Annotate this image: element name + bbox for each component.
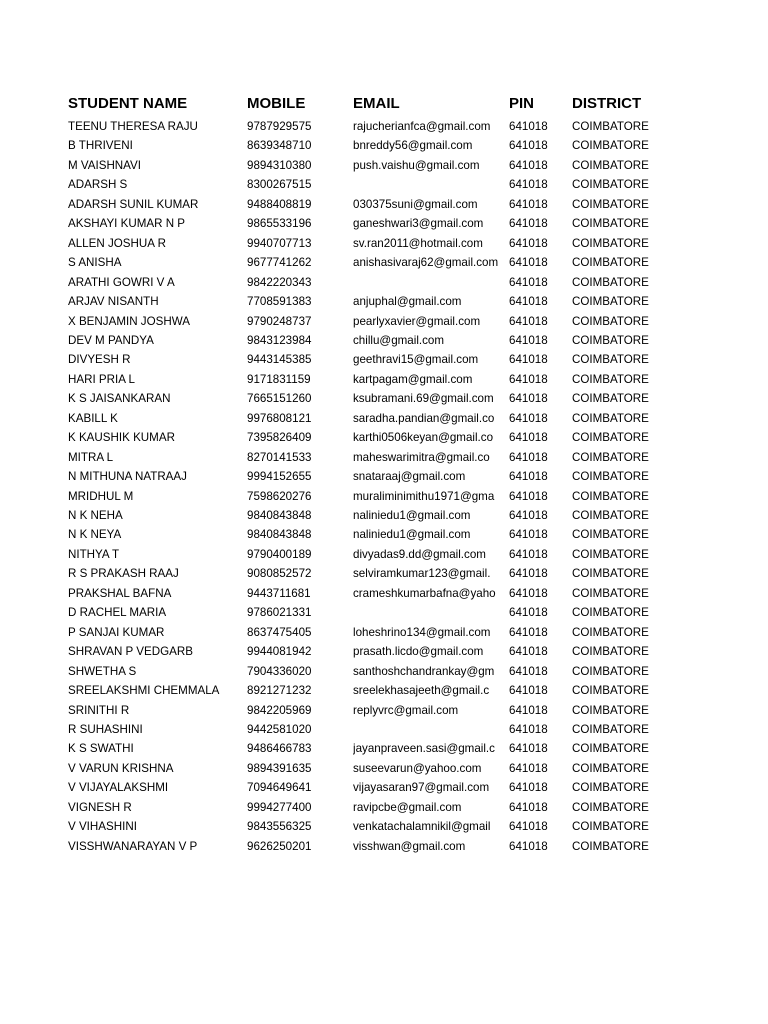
student-name-cell: SHRAVAN P VEDGARB — [68, 645, 193, 659]
email-cell: crameshkumarbafna@yaho — [353, 586, 496, 600]
district-cell: COIMBATORE — [572, 684, 649, 698]
mobile-cell: 9894310380 — [247, 158, 312, 172]
student-name-cell: AKSHAYI KUMAR N P — [68, 217, 186, 231]
district-cell: COIMBATORE — [572, 450, 649, 464]
email-cell: maheswarimitra@gmail.co — [353, 450, 490, 464]
email-cell: replyvrc@gmail.com — [353, 703, 459, 717]
district-cell: COIMBATORE — [572, 820, 649, 834]
student-name-cell: S ANISHA — [68, 256, 122, 270]
student-name-cell: VISSHWANARAYAN V P — [68, 839, 198, 853]
student-name-cell: ALLEN JOSHUA R — [68, 236, 166, 250]
district-cell: COIMBATORE — [572, 528, 649, 542]
table-row — [0, 370, 768, 390]
mobile-cell: 9442581020 — [247, 722, 312, 736]
table-row — [0, 117, 768, 137]
table-row — [0, 156, 768, 176]
pin-cell: 641018 — [509, 431, 548, 445]
mobile-cell: 9790248737 — [247, 314, 312, 328]
email-cell: naliniedu1@gmail.com — [353, 528, 471, 542]
email-cell: anjuphal@gmail.com — [353, 295, 462, 309]
mobile-cell: 7395826409 — [247, 431, 312, 445]
email-cell: loheshrino134@gmail.com — [353, 625, 491, 639]
mobile-cell: 9940707713 — [247, 236, 312, 250]
district-cell: COIMBATORE — [572, 120, 649, 133]
email-cell: suseevarun@yahoo.com — [353, 761, 482, 775]
district-cell: COIMBATORE — [572, 703, 649, 717]
table-row — [0, 312, 768, 332]
mobile-cell: 9677741262 — [247, 256, 312, 270]
pin-cell: 641018 — [509, 761, 548, 775]
district-cell: COIMBATORE — [572, 333, 649, 347]
pin-cell: 641018 — [509, 547, 548, 561]
district-cell: COIMBATORE — [572, 664, 649, 678]
email-cell: snataraaj@gmail.com — [353, 470, 466, 484]
table-row — [0, 214, 768, 234]
pin-cell: 641018 — [509, 314, 548, 328]
mobile-cell: 7708591383 — [247, 295, 312, 309]
header-pin: PIN — [509, 95, 535, 112]
table-row — [0, 642, 768, 662]
student-name-cell: M VAISHNAVI — [68, 158, 142, 172]
mobile-cell: 9486466783 — [247, 742, 312, 756]
table-row — [0, 545, 768, 565]
pin-cell: 641018 — [509, 781, 548, 795]
email-cell: ravipcbe@gmail.com — [353, 800, 462, 814]
pin-cell: 641018 — [509, 703, 548, 717]
pin-cell: 641018 — [509, 625, 548, 639]
mobile-cell: 9786021331 — [247, 606, 312, 620]
district-cell: COIMBATORE — [572, 800, 649, 814]
student-name-cell: ARATHI GOWRI V A — [68, 275, 175, 289]
district-cell: COIMBATORE — [572, 586, 649, 600]
email-cell: vijayasaran97@gmail.com — [353, 781, 490, 795]
mobile-cell: 9994277400 — [247, 800, 312, 814]
district-cell: COIMBATORE — [572, 353, 649, 367]
district-cell: COIMBATORE — [572, 489, 649, 503]
student-name-cell: K S SWATHI — [68, 742, 134, 756]
email-cell: chillu@gmail.com — [353, 333, 445, 347]
pin-cell: 641018 — [509, 392, 548, 406]
table-row — [0, 701, 768, 721]
email-cell: 030375suni@gmail.com — [353, 197, 478, 211]
student-name-cell: HARI PRIA L — [68, 372, 136, 386]
email-cell: saradha.pandian@gmail.co — [353, 411, 495, 425]
table-row — [0, 778, 768, 798]
table-row — [0, 662, 768, 682]
table-row — [0, 409, 768, 429]
mobile-cell: 7665151260 — [247, 392, 312, 406]
pin-cell: 641018 — [509, 295, 548, 309]
mobile-cell: 9944081942 — [247, 645, 312, 659]
email-cell: anishasivaraj62@gmail.com — [353, 256, 499, 270]
district-cell: COIMBATORE — [572, 256, 649, 270]
district-cell: COIMBATORE — [572, 509, 649, 522]
district-cell: COIMBATORE — [572, 722, 649, 736]
mobile-cell: 9842220343 — [247, 275, 312, 289]
student-name-cell: V VARUN KRISHNA — [68, 761, 174, 775]
student-name-cell: P SANJAI KUMAR — [68, 625, 165, 639]
student-name-cell: DEV M PANDYA — [68, 333, 154, 347]
pin-cell: 641018 — [509, 353, 548, 367]
email-cell: naliniedu1@gmail.com — [353, 509, 471, 522]
table-row — [0, 448, 768, 468]
email-cell: pearlyxavier@gmail.com — [353, 314, 481, 328]
student-name-cell: K KAUSHIK KUMAR — [68, 431, 175, 445]
district-cell: COIMBATORE — [572, 431, 649, 445]
pin-cell: 641018 — [509, 139, 548, 153]
table-row — [0, 136, 768, 156]
pin-cell: 641018 — [509, 333, 548, 347]
table-row — [0, 720, 768, 740]
table-row — [0, 739, 768, 759]
pin-cell: 641018 — [509, 742, 548, 756]
email-cell: rajucherianfca@gmail.com — [353, 120, 491, 133]
table-row — [0, 525, 768, 545]
mobile-cell: 9976808121 — [247, 411, 312, 425]
table-row — [0, 681, 768, 701]
table-row — [0, 428, 768, 448]
student-name-cell: N MITHUNA NATRAAJ — [68, 470, 187, 484]
table-row — [0, 817, 768, 837]
email-cell: selviramkumar123@gmail. — [353, 567, 491, 581]
pin-cell: 641018 — [509, 722, 548, 736]
student-name-cell: SRINITHI R — [68, 703, 130, 717]
mobile-cell: 9080852572 — [247, 567, 312, 581]
email-cell: sv.ran2011@hotmail.com — [353, 236, 483, 250]
pin-cell: 641018 — [509, 567, 548, 581]
pin-cell: 641018 — [509, 178, 548, 192]
district-cell: COIMBATORE — [572, 742, 649, 756]
mobile-cell: 9840843848 — [247, 528, 312, 542]
student-name-cell: PRAKSHAL BAFNA — [68, 586, 172, 600]
student-name-cell: N K NEYA — [68, 528, 122, 542]
table-row — [0, 837, 768, 857]
mobile-cell: 8639348710 — [247, 139, 312, 153]
student-name-cell: DIVYESH R — [68, 353, 131, 367]
table-row — [0, 292, 768, 312]
table-row — [0, 759, 768, 779]
pin-cell: 641018 — [509, 275, 548, 289]
pin-cell: 641018 — [509, 528, 548, 542]
table-row — [0, 389, 768, 409]
pin-cell: 641018 — [509, 158, 548, 172]
student-name-cell: TEENU THERESA RAJU — [68, 120, 198, 133]
student-name-cell: ARJAV NISANTH — [68, 295, 159, 309]
mobile-cell: 8300267515 — [247, 178, 312, 192]
pin-cell: 641018 — [509, 606, 548, 620]
district-cell: COIMBATORE — [572, 781, 649, 795]
email-cell: geethravi15@gmail.com — [353, 353, 479, 367]
table-row — [0, 584, 768, 604]
pin-cell: 641018 — [509, 489, 548, 503]
mobile-cell: 9790400189 — [247, 547, 312, 561]
pin-cell: 641018 — [509, 509, 548, 522]
mobile-cell: 9488408819 — [247, 197, 312, 211]
district-cell: COIMBATORE — [572, 217, 649, 231]
district-cell: COIMBATORE — [572, 606, 649, 620]
mobile-cell: 9840843848 — [247, 509, 312, 522]
header-district: DISTRICT — [572, 95, 642, 112]
district-cell: COIMBATORE — [572, 470, 649, 484]
pin-cell: 641018 — [509, 839, 548, 853]
email-cell: sreelekhasajeeth@gmail.c — [353, 684, 490, 698]
mobile-cell: 7094649641 — [247, 781, 312, 795]
table-row — [0, 623, 768, 643]
district-cell: COIMBATORE — [572, 411, 649, 425]
pin-cell: 641018 — [509, 120, 548, 133]
student-name-cell: MRIDHUL M — [68, 489, 134, 503]
student-name-cell: NITHYA T — [68, 547, 120, 561]
mobile-cell: 7904336020 — [247, 664, 312, 678]
mobile-cell: 9842205969 — [247, 703, 312, 717]
mobile-cell: 9443711681 — [247, 586, 311, 600]
email-cell: visshwan@gmail.com — [353, 839, 466, 853]
table-row — [0, 564, 768, 584]
email-cell: push.vaishu@gmail.com — [353, 158, 480, 172]
email-cell: prasath.licdo@gmail.com — [353, 645, 484, 659]
mobile-cell: 9994152655 — [247, 470, 312, 484]
district-cell: COIMBATORE — [572, 197, 649, 211]
table-row — [0, 195, 768, 215]
mobile-cell: 9626250201 — [247, 839, 312, 853]
district-cell: COIMBATORE — [572, 761, 649, 775]
district-cell: COIMBATORE — [572, 314, 649, 328]
mobile-cell: 9787929575 — [247, 120, 312, 133]
student-name-cell: MITRA L — [68, 450, 114, 464]
pin-cell: 641018 — [509, 684, 548, 698]
district-cell: COIMBATORE — [572, 625, 649, 639]
pin-cell: 641018 — [509, 450, 548, 464]
student-name-cell: N K NEHA — [68, 509, 123, 522]
pin-cell: 641018 — [509, 820, 548, 834]
pin-cell: 641018 — [509, 217, 548, 231]
district-cell: COIMBATORE — [572, 236, 649, 250]
student-name-cell: KABILL K — [68, 411, 118, 425]
mobile-cell: 9171831159 — [247, 372, 311, 386]
mobile-cell: 8270141533 — [247, 450, 312, 464]
student-name-cell: ADARSH SUNIL KUMAR — [68, 197, 199, 211]
table-row — [0, 487, 768, 507]
mobile-cell: 9843123984 — [247, 333, 312, 347]
pin-cell: 641018 — [509, 586, 548, 600]
student-name-cell: B THRIVENI — [68, 139, 133, 153]
mobile-cell: 9843556325 — [247, 820, 312, 834]
mobile-cell: 8921271232 — [247, 684, 312, 698]
student-name-cell: K S JAISANKARAN — [68, 392, 171, 406]
district-cell: COIMBATORE — [572, 178, 649, 192]
header-student-name: STUDENT NAME — [68, 95, 188, 112]
mobile-cell: 9865533196 — [247, 217, 312, 231]
student-name-cell: R SUHASHINI — [68, 722, 143, 736]
table-row — [0, 175, 768, 195]
student-name-cell: ADARSH S — [68, 178, 128, 192]
student-name-cell: D RACHEL MARIA — [68, 606, 167, 620]
mobile-cell: 9894391635 — [247, 761, 312, 775]
email-cell: venkatachalamnikil@gmail — [353, 820, 491, 834]
mobile-cell: 9443145385 — [247, 353, 312, 367]
student-name-cell: VIGNESH R — [68, 800, 132, 814]
pin-cell: 641018 — [509, 372, 548, 386]
student-name-cell: V VIJAYALAKSHMI — [68, 781, 169, 795]
table-row — [0, 603, 768, 623]
pin-cell: 641018 — [509, 411, 548, 425]
mobile-cell: 7598620276 — [247, 489, 312, 503]
email-cell: ksubramani.69@gmail.com — [353, 392, 494, 406]
student-name-cell: X BENJAMIN JOSHWA — [68, 314, 190, 328]
table-row — [0, 253, 768, 273]
email-cell: karthi0506keyan@gmail.co — [353, 431, 494, 445]
table-row — [0, 467, 768, 487]
email-cell: muraliminimithu1971@gma — [353, 489, 495, 503]
table-row — [0, 798, 768, 818]
district-cell: COIMBATORE — [572, 139, 649, 153]
email-cell: divyadas9.dd@gmail.com — [353, 547, 486, 561]
email-cell: ganeshwari3@gmail.com — [353, 217, 484, 231]
district-cell: COIMBATORE — [572, 372, 649, 386]
student-name-cell: R S PRAKASH RAAJ — [68, 567, 179, 581]
email-cell: jayanpraveen.sasi@gmail.c — [353, 742, 495, 756]
district-cell: COIMBATORE — [572, 275, 649, 289]
table-row — [0, 331, 768, 351]
header-mobile: MOBILE — [247, 95, 306, 112]
table-row — [0, 350, 768, 370]
pin-cell: 641018 — [509, 800, 548, 814]
pin-cell: 641018 — [509, 645, 548, 659]
table-row — [0, 273, 768, 293]
district-cell: COIMBATORE — [572, 158, 649, 172]
pin-cell: 641018 — [509, 470, 548, 484]
student-name-cell: SHWETHA S — [68, 664, 137, 678]
header-email: EMAIL — [353, 95, 400, 112]
mobile-cell: 8637475405 — [247, 625, 312, 639]
email-cell: santhoshchandrankay@gm — [353, 664, 495, 678]
district-cell: COIMBATORE — [572, 839, 649, 853]
pin-cell: 641018 — [509, 664, 548, 678]
student-name-cell: SREELAKSHMI CHEMMALA — [68, 684, 220, 698]
email-cell: kartpagam@gmail.com — [353, 372, 473, 386]
pin-cell: 641018 — [509, 197, 548, 211]
table-header — [0, 92, 768, 116]
student-name-cell: V VIHASHINI — [68, 820, 137, 834]
district-cell: COIMBATORE — [572, 567, 649, 581]
table-row — [0, 506, 768, 526]
pin-cell: 641018 — [509, 256, 548, 270]
district-cell: COIMBATORE — [572, 295, 649, 309]
district-cell: COIMBATORE — [572, 392, 649, 406]
email-cell: bnreddy56@gmail.com — [353, 139, 473, 153]
district-cell: COIMBATORE — [572, 645, 649, 659]
pin-cell: 641018 — [509, 236, 548, 250]
table-row — [0, 234, 768, 254]
district-cell: COIMBATORE — [572, 547, 649, 561]
